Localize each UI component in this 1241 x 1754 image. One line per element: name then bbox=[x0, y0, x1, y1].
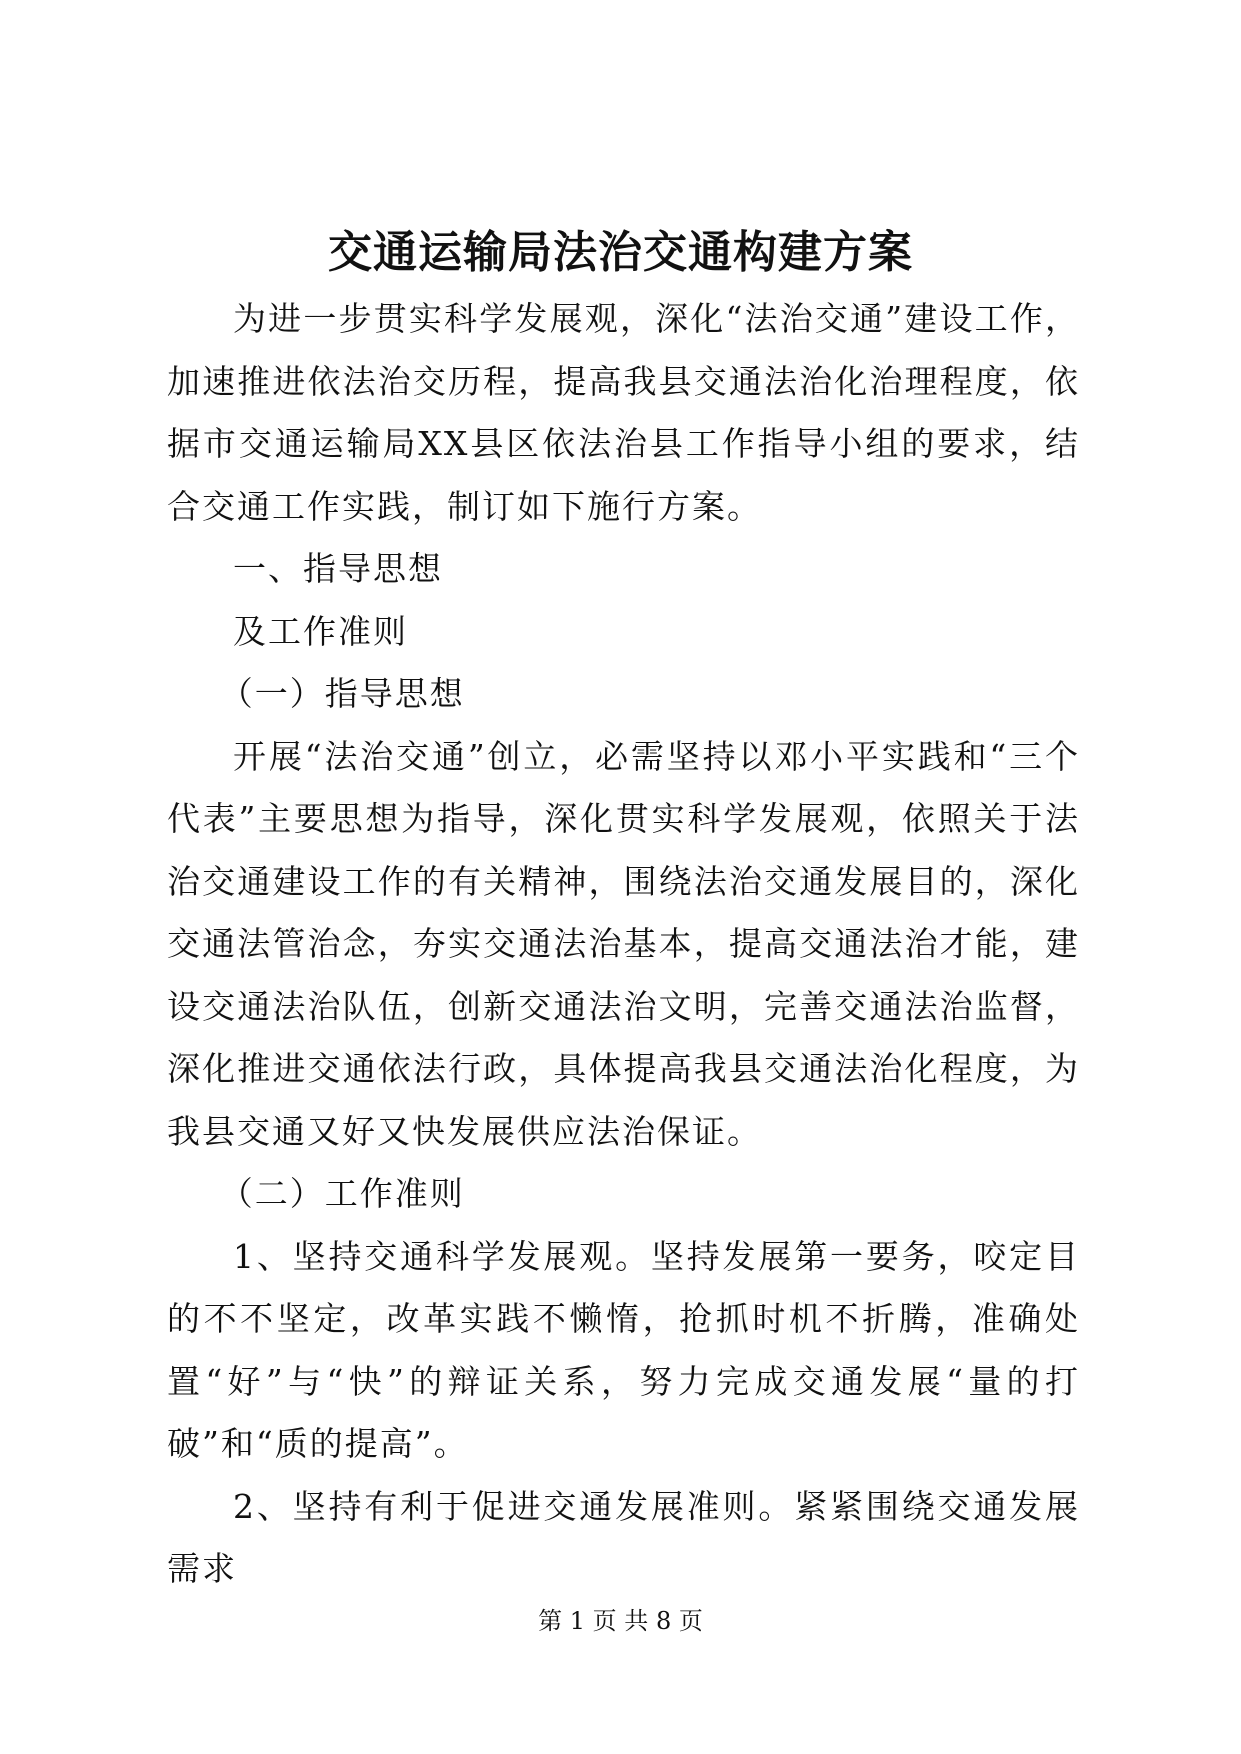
document-body bbox=[167, 288, 1080, 1601]
subsection-heading-1: （一）指导思想 bbox=[219, 674, 465, 713]
page-footer: 第 1 页 共 8 页 bbox=[538, 1607, 703, 1635]
document-title: 交通运输局法治交通构建方案 bbox=[328, 227, 913, 278]
intro-paragraph: 为进一步贯实科学发展观，深化“法治交通”建设工作，加速推进依法治交历程，提高我县交通法治化治理程度，依据市交通运输局XX县区依法治县工作指导小组的要求，结合交通工作实践，制订如下施行方案。 bbox=[167, 299, 1080, 526]
principle-paragraph-1: 1、坚持交通科学发展观。坚持发展第一要务，咬定目的不不坚定，改革实践不懒惰，抢抓时机不折腾，准确处置“好”与“快”的辩证关系，努力完成交通发展“量的打破”和“质的提高”。 bbox=[167, 1236, 1080, 1463]
principle-paragraph-2: 2、坚持有利于促进交通发展准则。紧紧围绕交通发展需求 bbox=[167, 1486, 1080, 1588]
body-paragraph: 开展“法治交通”创立，必需坚持以邓小平实践和“三个代表”主要思想为指导，深化贯实科学发展观，依照关于法治交通建设工作的有关精神，围绕法治交通发展目的，深化交通法管治念，夯实交通法治基本，提高交通法治才能，建设交通法治队伍，创新交通法治文明，完善交通法治监督，深化推进交通依法行政，具体提高我县交通法治化程度，为我县交通又好又快发展供应法治保证。 bbox=[167, 736, 1080, 1151]
subsection-heading-2: （二）工作准则 bbox=[219, 1174, 465, 1213]
section-heading-guiding-ideology: 一、指导思想 bbox=[233, 549, 443, 588]
section-heading-continuation: 及工作准则 bbox=[233, 611, 408, 651]
